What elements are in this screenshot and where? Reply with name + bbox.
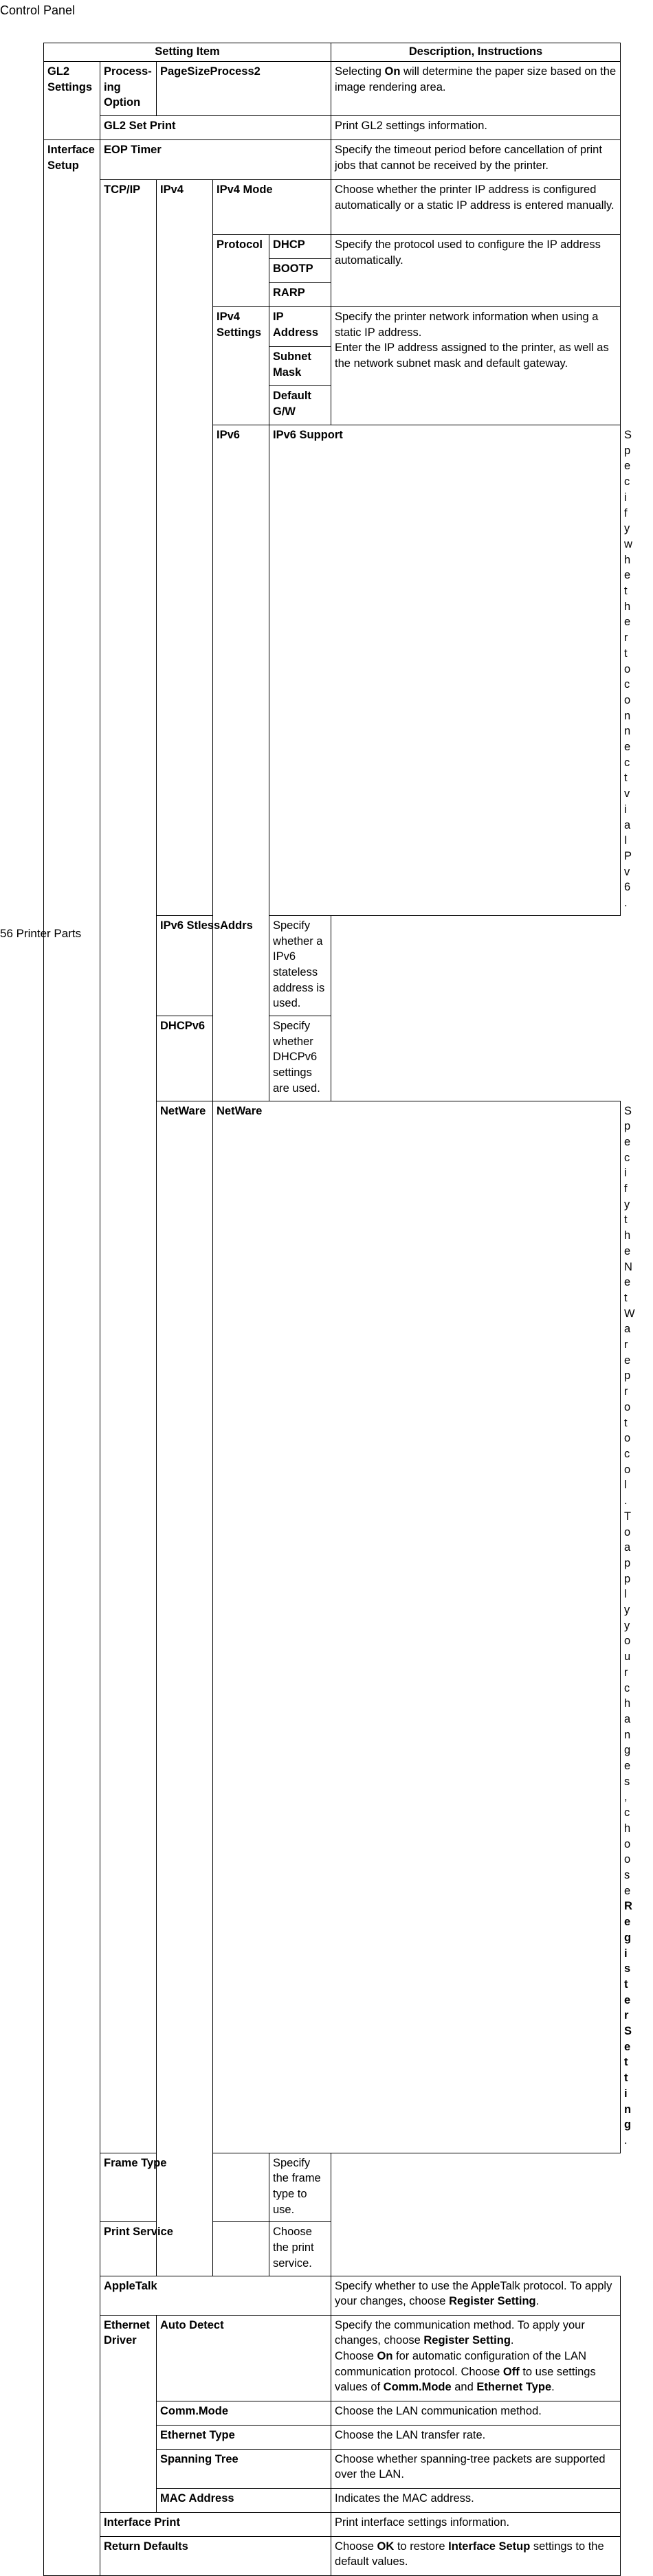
item-dhcpv6: DHCPv6 (157, 1016, 269, 1101)
item-spanning-tree: Spanning Tree (157, 2449, 331, 2488)
group-interface-setup: Interface Setup (44, 140, 100, 2576)
group-ipv4: IPv4 (157, 180, 213, 916)
page-header: Control Panel (0, 3, 76, 17)
item-eop-timer: EOP Timer (100, 140, 331, 180)
item-dhcp: DHCP (269, 235, 331, 259)
desc-print-service: Choose the print service. (269, 2222, 331, 2276)
column-header-setting-item: Setting Item (44, 43, 331, 62)
item-mac-address: MAC Address (157, 2488, 331, 2512)
group-gl2-settings: GL2 Settings (44, 62, 100, 140)
item-default-gw: Default G/W (269, 386, 331, 425)
item-rarp: RARP (269, 283, 331, 307)
group-processing-option: Process-ing Option (100, 62, 157, 116)
desc-protocol: Specify the protocol used to configure the IP address automatically. (331, 235, 621, 307)
desc-comm-mode: Choose the LAN communication method. (331, 2401, 621, 2425)
group-tcpip: TCP/IP (100, 180, 157, 2153)
desc-interface-print: Print interface settings information. (331, 2512, 621, 2536)
column-header-description: Description, Instructions (331, 43, 621, 62)
item-ip-address: IP Address (269, 307, 331, 347)
item-return-defaults: Return Defaults (100, 2536, 331, 2575)
item-print-service: Print Service (100, 2222, 269, 2276)
group-ethernet-driver: Ethernet Driver (100, 2315, 157, 2512)
item-comm-mode: Comm.Mode (157, 2401, 331, 2425)
item-bootp: BOOTP (269, 259, 331, 283)
item-auto-detect: Auto Detect (157, 2315, 331, 2401)
item-netware: NetWare (213, 1101, 621, 2153)
item-subnet-mask: Subnet Mask (269, 347, 331, 386)
item-ipv6-support: IPv6 Support (269, 425, 621, 916)
desc-mac-address: Indicates the MAC address. (331, 2488, 621, 2512)
desc-dhcpv6: Specify whether DHCPv6 settings are used. (269, 1016, 331, 1101)
settings-table: Setting Item Description, Instructions GL2 Settings Process-ing Option PageSizeProcess2 Selecting On will determine the paper size based on the image rendering area. GL2 Set Print Print GL2 settings information. Interface Setup EOP Timer Specify the timeout period before cancellation of print jobs that cannot be received by the printer. TCP/IP IPv4 IPv4 Mode Choose whether the printer IP address is configured automatically or a static IP address is entered manually. Protocol DHCP Specify the protocol used to configure the IP address automatically. BOOTP RARP IPv4 Settings IP Address Specify the printer network information when using a static IP address. Enter the IP address assigned to the printer, as well as the network subnet mask and default gateway. Subnet Mask Default G/W IPv6 IPv6 Support Specify whether to connect via IPv6. IPv6 StlessAddrs Specify whether a IPv6 stateless address is used. DHCPv6 Specify whether DHCPv6 settings are used. NetWare NetWare Specify the NetWare protocol. To apply your changes, choose Register Setting. Frame Type Specify the frame type to use. Print Service Choose the print service. AppleTalk Specify whether to use the AppleTalk protocol. To apply your changes, choose Register Setting. Ethernet Driver Auto Detect Specify the communication method. To apply your changes, choose Register Setting. Choose On for automatic configuration of the LAN communication protocol. Choose Off to use settings values of Comm.Mode and Ethernet Type. Comm.Mode Choose the LAN communication method. Ethernet Type Choose the LAN transfer rate. Spanning Tree Choose whether spanning-tree packets are supported over the LAN. MAC Address Indicates the MAC address. Interface Print Print interface settings information. Return Defaults Choose OK to restore Interface Setup settings to the default values. (43, 43, 621, 2576)
group-protocol: Protocol (213, 235, 269, 307)
desc-gl2-set-print: Print GL2 settings information. (331, 116, 621, 140)
desc-eop-timer: Specify the timeout period before cancellation of print jobs that cannot be received by the printer. (331, 140, 621, 180)
desc-ipv4-settings: Specify the printer network information when using a static IP address. Enter the IP address assigned to the printer, as well as the network subnet mask and default gateway. (331, 307, 621, 425)
desc-pagesizeprocess2: Selecting On will determine the paper size based on the image rendering area. (331, 62, 621, 116)
desc-ipv6-stlessaddrs: Specify whether a IPv6 stateless address is used. (269, 915, 331, 1016)
item-interface-print: Interface Print (100, 2512, 331, 2536)
page-footer: 56 Printer Parts (0, 927, 82, 940)
desc-auto-detect: Specify the communication method. To apply your changes, choose Register Setting. Choose On for automatic configuration of the LAN communication protocol. Choose Off to use settings values of Comm.Mode and Ethernet Type. (331, 2315, 621, 2401)
item-ipv6-stlessaddrs: IPv6 StlessAddrs (157, 915, 269, 1016)
item-ipv4-mode: IPv4 Mode (213, 180, 331, 235)
desc-frame-type: Specify the frame type to use. (269, 2153, 331, 2222)
item-gl2-set-print: GL2 Set Print (100, 116, 331, 140)
desc-appletalk: Specify whether to use the AppleTalk protocol. To apply your changes, choose Register Setting. (331, 2276, 621, 2315)
desc-return-defaults: Choose OK to restore Interface Setup settings to the default values. (331, 2536, 621, 2575)
desc-ipv4-mode: Choose whether the printer IP address is configured automatically or a static IP address is entered manually. (331, 180, 621, 235)
item-ethernet-type: Ethernet Type (157, 2425, 331, 2449)
desc-spanning-tree: Choose whether spanning-tree packets are supported over the LAN. (331, 2449, 621, 2488)
item-appletalk: AppleTalk (100, 2276, 331, 2315)
group-ipv6: IPv6 (213, 425, 269, 1101)
item-frame-type: Frame Type (100, 2153, 269, 2222)
group-ipv4-settings: IPv4 Settings (213, 307, 269, 425)
desc-ethernet-type: Choose the LAN transfer rate. (331, 2425, 621, 2449)
item-pagesizeprocess2: PageSizeProcess2 (157, 62, 331, 116)
group-netware: NetWare (157, 1101, 213, 2276)
